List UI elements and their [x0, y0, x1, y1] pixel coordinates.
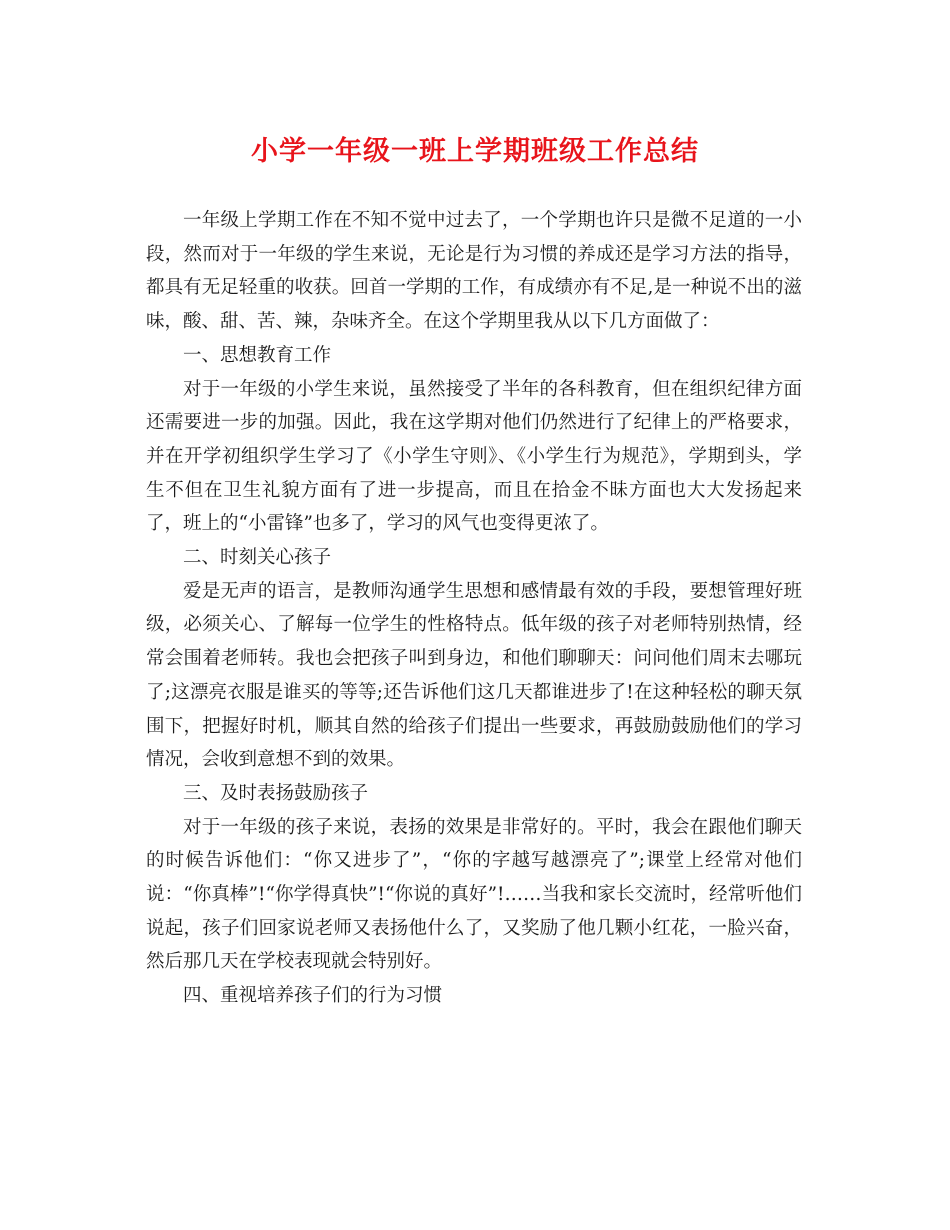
- section-3-paragraph: 对于一年级的孩子来说，表扬的效果是非常好的。平时，我会在跟他们聊天的时候告诉他们：“你又进步了”，“你的字越写越漂亮了”;课堂上经常对他们说：“你真棒”!“你学得真快”!“你说的真好”!……当我和家长交流时，经常听他们说起，孩子们回家说老师又表扬他什么了，又奖励了他几颗小红花，一脸兴奋，然后那几天在学校表现就会特别好。: [146, 816, 802, 973]
- document-body: [146, 204, 802, 1013]
- section-1-paragraph: 对于一年级的小学生来说，虽然接受了半年的各科教育，但在组织纪律方面还需要进一步的加强。因此，我在这学期对他们仍然进行了纪律上的严格要求，并在开学初组织学生学习了《小学生守则》、《小学生行为规范》，学期到头，学生不但在卫生礼貌方面有了进一步提高，而且在拾金不昧方面也大大发扬起来了，班上的“小雷锋”也多了，学习的风气也变得更浓了。: [146, 378, 802, 535]
- section-heading-4: 四、重视培养孩子们的行为习惯: [183, 985, 443, 1007]
- document-title: 小学一年级一班上学期班级工作总结: [251, 136, 699, 167]
- section-heading-2: 二、时刻关心孩子: [183, 547, 332, 569]
- section-heading-1: 一、思想教育工作: [183, 344, 332, 366]
- section-2-paragraph: 爱是无声的语言，是教师沟通学生思想和感情最有效的手段，要想管理好班级，必须关心、了解每一位学生的性格特点。低年级的孩子对老师特别热情，经常会围着老师转。我也会把孩子叫到身边，和他们聊聊天：问问他们周末去哪玩了;这漂亮衣服是谁买的等等;还告诉他们这几天都谁进步了!在这种轻松的聊天氛围下，把握好时机，顺其自然的给孩子们提出一些要求，再鼓励鼓励他们的学习情况，会收到意想不到的效果。: [146, 580, 802, 771]
- section-heading-3: 三、及时表扬鼓励孩子: [183, 782, 369, 804]
- intro-paragraph: 一年级上学期工作在不知不觉中过去了，一个学期也许只是微不足道的一小段，然而对于一年级的学生来说，无论是行为习惯的养成还是学习方法的指导，都具有无足轻重的收获。回首一学期的工作，有成绩亦有不足,是一种说不出的滋味，酸、甜、苦、辣，杂味齐全。在这个学期里我从以下几方面做了：: [146, 210, 802, 333]
